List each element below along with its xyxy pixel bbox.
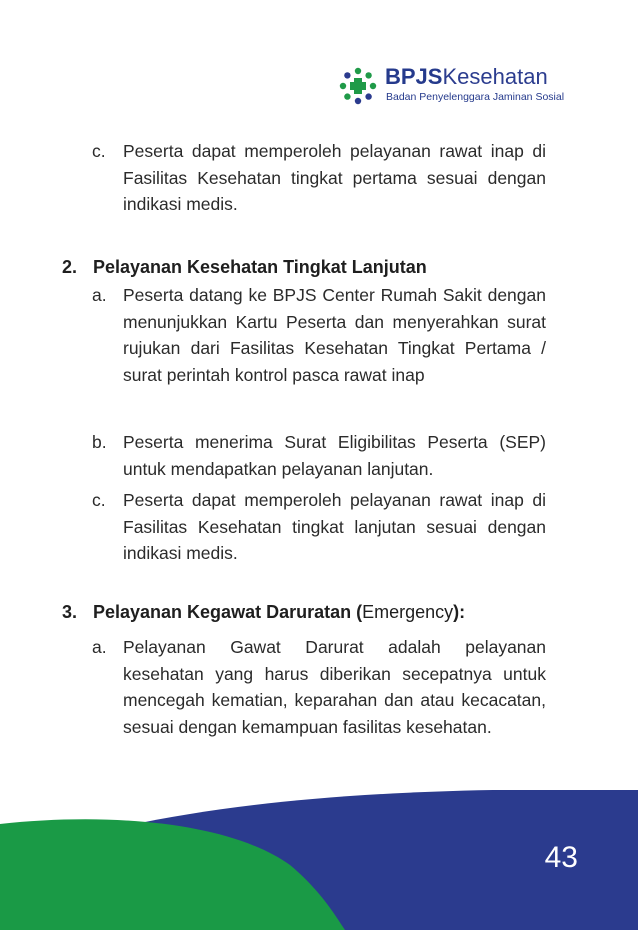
section-heading-2 <box>62 254 427 280</box>
brand-logo <box>338 64 565 110</box>
list-item-text: Peserta menerima Surat Eligibilitas Peserta (SEP) untuk mendapatkan pelayanan lanjutan. <box>123 432 546 479</box>
footer-decoration <box>0 790 638 930</box>
section-title: Pelayanan Kesehatan Tingkat Lanjutan <box>93 257 427 277</box>
list-item <box>92 429 546 482</box>
section-number: 2. <box>62 257 78 277</box>
section-title-emphasis: Emergency <box>362 602 454 622</box>
list-item-text: Peserta datang ke BPJS Center Rumah Sakit dengan menunjukkan Kartu Peserta dan menyerahkan surat rujukan dari Fasilitas Kesehatan Tingkat Pertama / surat perintah kontrol pasca rawat inap <box>123 285 546 385</box>
list-item-text: Pelayanan Gawat Darurat adalah pelayanan kesehatan yang harus diberikan secepatnya untuk mencegah kematian, keparahan dan atau kecacatan, sesuai dengan kemampuan fasilitas kesehatan. <box>123 637 546 737</box>
page-number: 43 <box>544 841 578 874</box>
brand-tagline: Badan Penyelenggara Jaminan Sosial <box>386 91 565 103</box>
list-item <box>92 487 546 567</box>
list-item <box>92 634 546 740</box>
list-item-text: Peserta dapat memperoleh pelayanan rawat inap di Fasilitas Kesehatan tingkat pertama sesuai dengan indikasi medis. <box>123 141 546 214</box>
section-number: 3. <box>62 602 78 622</box>
list-item-label: c. <box>92 141 106 161</box>
brand-regular: Kesehatan <box>442 64 548 89</box>
list-item-label: a. <box>92 285 107 305</box>
brand-name <box>385 65 548 89</box>
list-item-text: Peserta dapat memperoleh pelayanan rawat inap di Fasilitas Kesehatan tingkat lanjutan sesuai dengan indikasi medis. <box>123 490 546 563</box>
list-item-label: b. <box>92 432 107 452</box>
list-item-label: c. <box>92 490 106 510</box>
section-title-start: Pelayanan Kegawat Daruratan ( <box>93 602 363 622</box>
list-item <box>92 138 546 218</box>
section-title-end: ): <box>453 602 466 622</box>
bpjs-logo-icon <box>338 66 378 106</box>
list-item-label: a. <box>92 637 107 657</box>
list-item <box>92 282 546 388</box>
section-heading-3 <box>62 599 465 625</box>
brand-bold: BPJS <box>385 64 443 89</box>
